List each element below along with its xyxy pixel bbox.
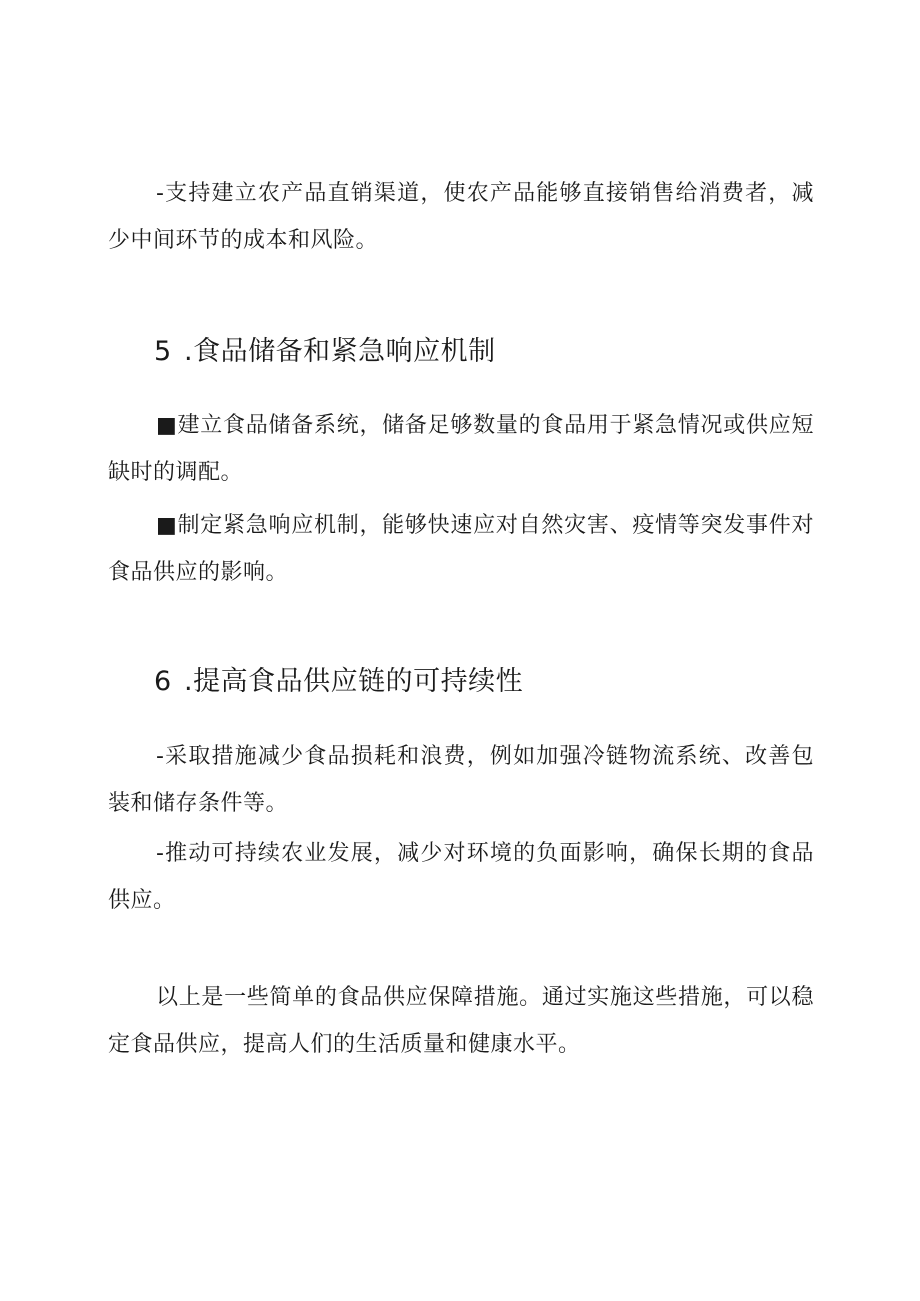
- section-6-heading: [154, 665, 523, 699]
- section-5-title: .食品储备和紧急响应机制: [184, 336, 496, 367]
- direct-sales-paragraph: -支持建立农产品直销渠道，使农产品能够直接销售给消费者，减少中间环节的成本和风险。: [108, 181, 814, 253]
- sustainable-agriculture-paragraph: -推动可持续农业发展，减少对环境的负面影响，确保长期的食品供应。: [108, 841, 814, 913]
- reduce-waste-paragraph: -采取措施减少食品损耗和浪费，例如加强冷链物流系统、改善包装和储存条件等。: [108, 744, 814, 816]
- emergency-response-paragraph: ■制定紧急响应机制，能够快速应对自然灾害、疫情等突发事件对食品供应的影响。: [108, 513, 814, 585]
- section-5-heading: [154, 335, 496, 369]
- section-5-number: 5: [154, 336, 172, 367]
- section-6-title: .提高食品供应链的可持续性: [184, 666, 524, 697]
- food-reserve-paragraph: ■建立食品储备系统，储备足够数量的食品用于紧急情况或供应短缺时的调配。: [108, 413, 814, 485]
- conclusion-paragraph: 以上是一些简单的食品供应保障措施。通过实施这些措施，可以稳定食品供应，提高人们的生活质量和健康水平。: [108, 985, 814, 1057]
- section-6-number: 6: [154, 666, 172, 697]
